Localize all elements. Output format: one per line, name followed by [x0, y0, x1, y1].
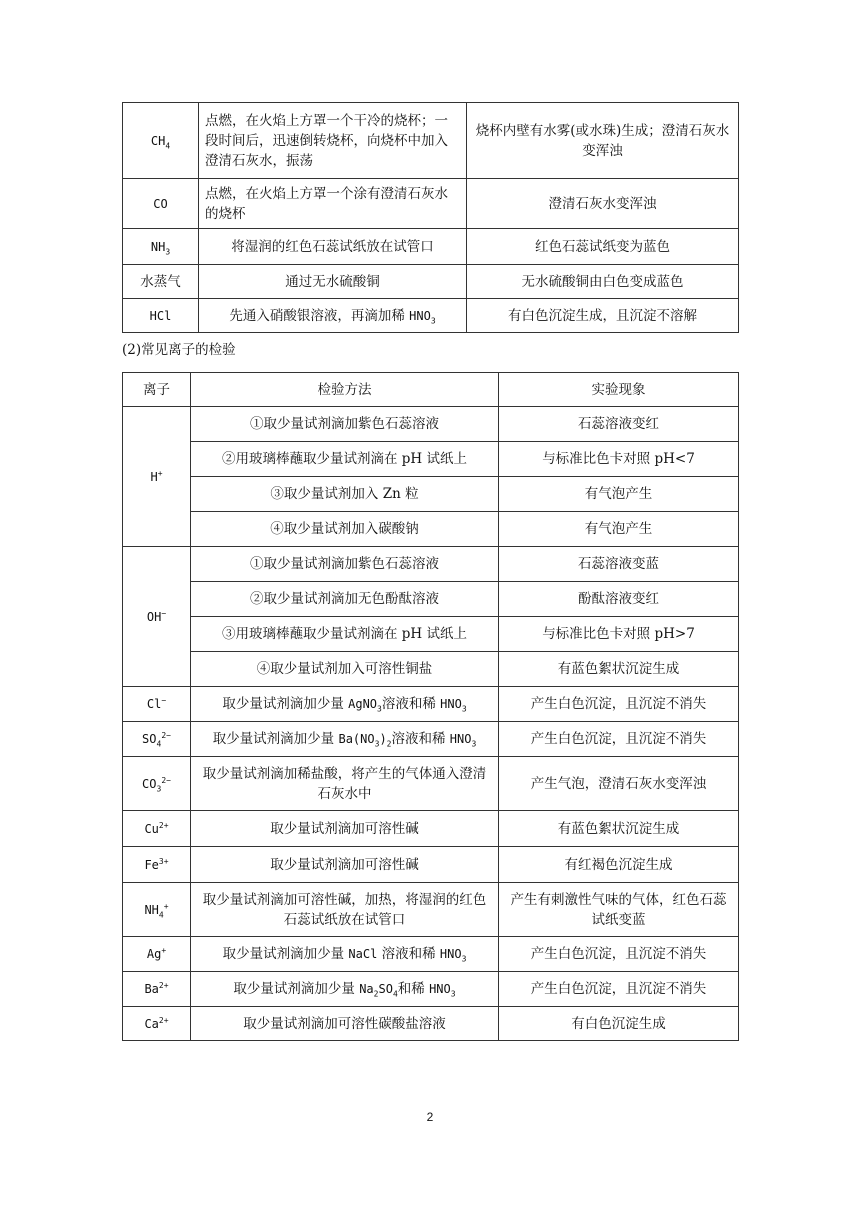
ion-cu: $Cu^{2+}$: [123, 811, 191, 847]
table-row: [123, 1007, 739, 1041]
table-row: [123, 582, 739, 617]
table-row: [123, 103, 739, 179]
table-row: [123, 652, 739, 687]
ion-method: 取少量试剂滴加可溶性碱: [191, 811, 499, 847]
ion-method: ②取少量试剂滴加无色酚酞溶液: [191, 582, 499, 617]
table-row: [123, 937, 739, 972]
ion-h: H+: [123, 407, 191, 547]
ion-method: ④取少量试剂加入可溶性铜盐: [191, 652, 499, 687]
ion-result: 石蕊溶液变蓝: [499, 547, 739, 582]
ion-result: 有红褐色沉淀生成: [499, 847, 739, 883]
gas-name: 水蒸气: [123, 265, 199, 299]
ion-oh: OH−: [123, 547, 191, 687]
ion-result: 有气泡产生: [499, 512, 739, 547]
page-number: 2: [426, 1110, 434, 1124]
ion-ba: $Ba^{2+}$: [123, 972, 191, 1007]
gas-test-table: [122, 102, 739, 333]
ion-method: ③用玻璃棒蘸取少量试剂滴在 pH 试纸上: [191, 617, 499, 652]
gas-method: 将湿润的红色石蕊试纸放在试管口: [199, 229, 467, 265]
table-row: [123, 883, 739, 937]
table-row: [123, 547, 739, 582]
ion-result: 石蕊溶液变红: [499, 407, 739, 442]
table-row: [123, 442, 739, 477]
gas-result: 有白色沉淀生成，且沉淀不溶解: [467, 299, 739, 333]
ion-method: ①取少量试剂滴加紫色石蕊溶液: [191, 547, 499, 582]
table-header-row: [123, 373, 739, 407]
ion-method: ②用玻璃棒蘸取少量试剂滴在 pH 试纸上: [191, 442, 499, 477]
table-row: [123, 972, 739, 1007]
table-row: [123, 179, 739, 229]
ion-result: 产生白色沉淀，且沉淀不消失: [499, 687, 739, 722]
table-row: [123, 757, 739, 811]
table-row: [123, 847, 739, 883]
ion-method: 取少量试剂滴加少量 NaCl 溶液和稀 $HNO_3$: [191, 937, 499, 972]
ion-method: 取少量试剂滴加稀盐酸，将产生的气体通入澄清石灰水中: [191, 757, 499, 811]
ion-test-table: [122, 372, 739, 1041]
ion-result: 酚酞溶液变红: [499, 582, 739, 617]
header-method: 检验方法: [191, 373, 499, 407]
gas-result: 烧杯内壁有水雾(或水珠)生成；澄清石灰水变浑浊: [467, 103, 739, 179]
ion-result: 与标准比色卡对照 pH>7: [499, 617, 739, 652]
ion-co3: $CO_3^{2-}$: [123, 757, 191, 811]
ion-result: 产生白色沉淀，且沉淀不消失: [499, 937, 739, 972]
ion-method: 取少量试剂滴加少量 $Ba(NO_3)_2$溶液和稀 $HNO_3$: [191, 722, 499, 757]
ion-so4: $SO_4^{2-}$: [123, 722, 191, 757]
table-row: [123, 512, 739, 547]
ion-ca: $Ca^{2+}$: [123, 1007, 191, 1041]
ion-result: 有蓝色絮状沉淀生成: [499, 652, 739, 687]
table-row: [123, 477, 739, 512]
ion-result: 产生白色沉淀，且沉淀不消失: [499, 972, 739, 1007]
gas-result: 红色石蕊试纸变为蓝色: [467, 229, 739, 265]
ion-fe: $Fe^{3+}$: [123, 847, 191, 883]
ion-result: 有白色沉淀生成: [499, 1007, 739, 1041]
ion-method: ④取少量试剂加入碳酸钠: [191, 512, 499, 547]
header-result: 实验现象: [499, 373, 739, 407]
table-row: [123, 617, 739, 652]
ion-method: ①取少量试剂滴加紫色石蕊溶液: [191, 407, 499, 442]
table-row: [123, 811, 739, 847]
ion-method: ③取少量试剂加入 Zn 粒: [191, 477, 499, 512]
header-ion: 离子: [123, 373, 191, 407]
ion-result: 有蓝色絮状沉淀生成: [499, 811, 739, 847]
ion-method: 取少量试剂滴加可溶性碳酸盐溶液: [191, 1007, 499, 1041]
ion-result: 与标准比色卡对照 pH<7: [499, 442, 739, 477]
gas-name: HCl: [123, 299, 199, 333]
gas-result: 澄清石灰水变浑浊: [467, 179, 739, 229]
gas-method: 点燃，在火焰上方罩一个涂有澄清石灰水的烧杯: [199, 179, 467, 229]
gas-result: 无水硫酸铜由白色变成蓝色: [467, 265, 739, 299]
table-row: [123, 229, 739, 265]
ion-result: 产生气泡，澄清石灰水变浑浊: [499, 757, 739, 811]
ion-result: 产生白色沉淀，且沉淀不消失: [499, 722, 739, 757]
table-row: [123, 265, 739, 299]
table-row: [123, 407, 739, 442]
gas-name: $NH_3$: [123, 229, 199, 265]
table-row: [123, 299, 739, 333]
ion-ag: Ag+: [123, 937, 191, 972]
ion-result: 有气泡产生: [499, 477, 739, 512]
ion-cl: Cl−: [123, 687, 191, 722]
gas-name: CO: [123, 179, 199, 229]
table-row: [123, 687, 739, 722]
ion-result: 产生有刺激性气味的气体，红色石蕊试纸变蓝: [499, 883, 739, 937]
table-row: [123, 722, 739, 757]
ion-method: 取少量试剂滴加少量 AgNO$_3$溶液和稀 $HNO_3$: [191, 687, 499, 722]
gas-method: 通过无水硫酸铜: [199, 265, 467, 299]
gas-method: 点燃，在火焰上方罩一个干冷的烧杯；一段时间后，迅速倒转烧杯，向烧杯中加入澄清石灰水，振荡: [199, 103, 467, 179]
ion-nh4: $NH_4^+$: [123, 883, 191, 937]
ion-method: 取少量试剂滴加可溶性碱，加热，将湿润的红色石蕊试纸放在试管口: [191, 883, 499, 937]
ion-method: 取少量试剂滴加可溶性碱: [191, 847, 499, 883]
section-title: (2)常见离子的检验: [122, 342, 236, 358]
gas-method: 先通入硝酸银溶液，再滴加稀 $HNO_3$: [199, 299, 467, 333]
ion-method: 取少量试剂滴加少量 $Na_2SO_4$和稀 $HNO_3$: [191, 972, 499, 1007]
gas-name: $CH_4$: [123, 103, 199, 179]
